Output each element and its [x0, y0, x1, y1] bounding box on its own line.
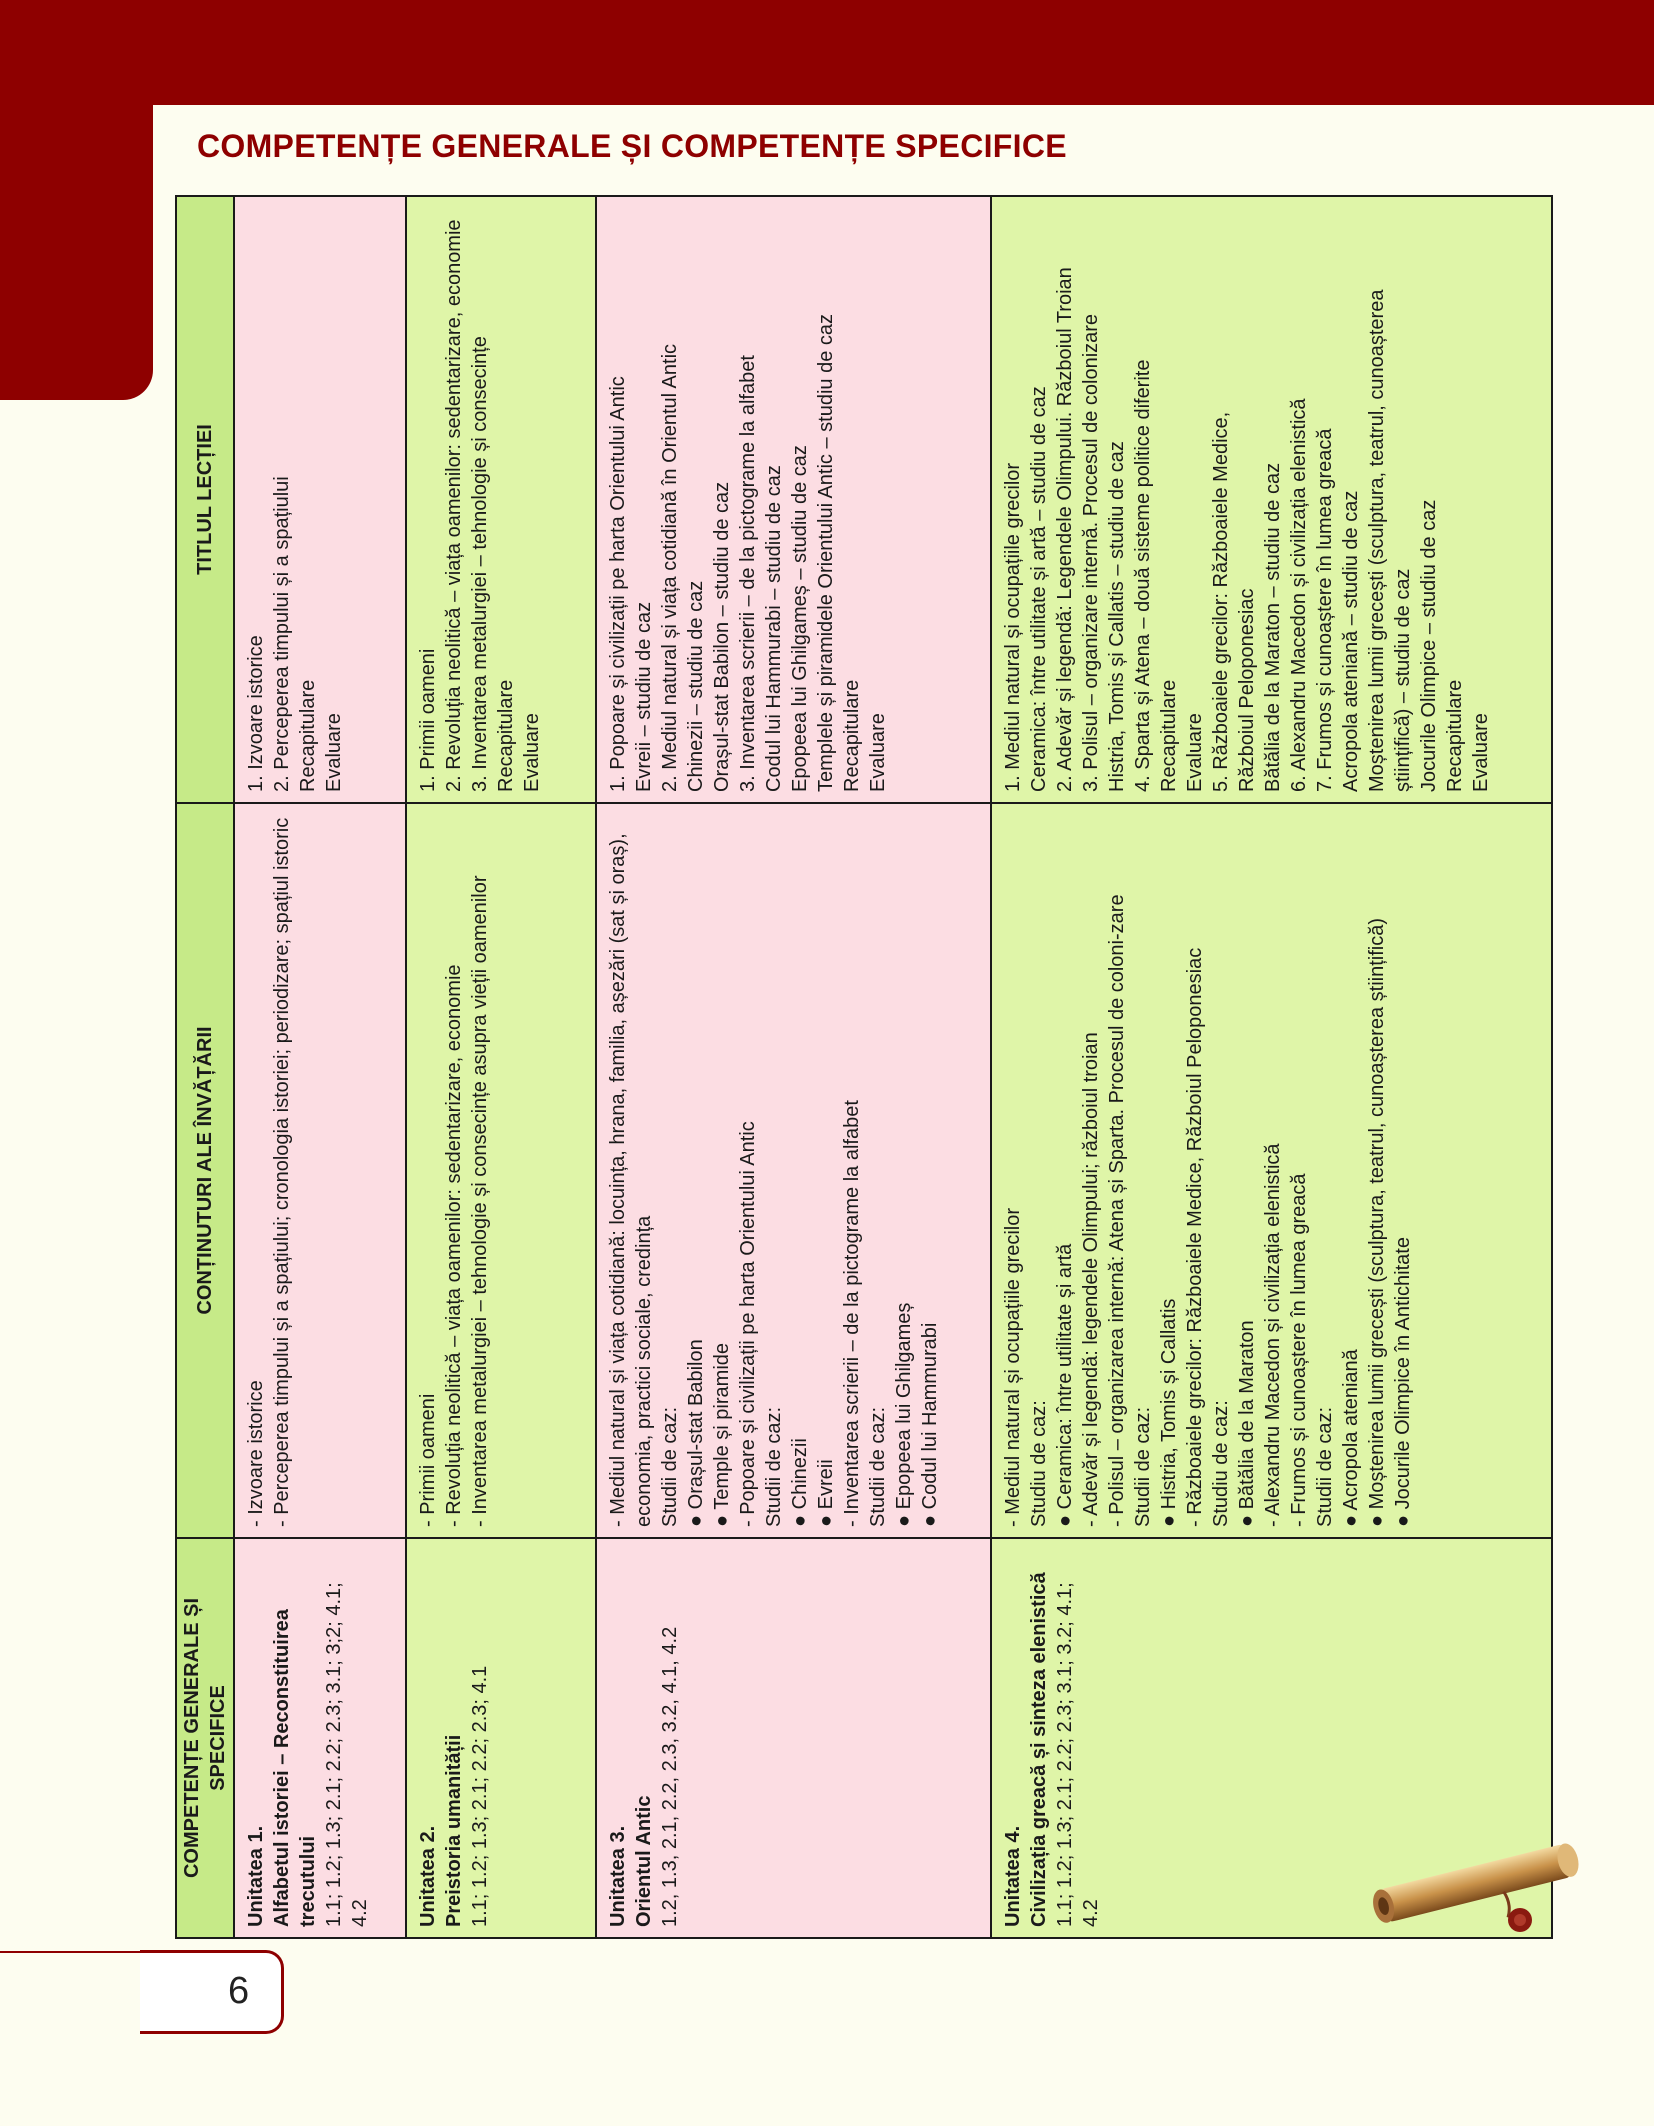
unit-label: Unitatea 4.: [1002, 1825, 1024, 1927]
lesson-line: Evaluare: [1184, 713, 1206, 792]
content-line: ● Temple și piramide: [711, 1342, 733, 1527]
content-line: - Revoluția neolitică – viața oamenilor: sedentarizare, economie: [443, 964, 465, 1527]
lesson-line: 1. Mediul natural și ocupațiile grecilor: [1002, 462, 1024, 792]
lesson-line: Histria, Tomis și Callatis – studiu de caz: [1106, 441, 1128, 792]
content-line: ● Bătălia de la Maraton: [1236, 1320, 1258, 1527]
lesson-line: Orașul-stat Babilon – studiu de caz: [711, 481, 733, 792]
content-line: - Popoare și civilizații pe harta Orientului Antic: [737, 1121, 759, 1527]
content-line: - Izvoare istorice: [245, 1380, 267, 1527]
lesson-line: Epopeea lui Ghilgameș – studiu de caz: [789, 445, 811, 792]
lesson-line: 2. Revoluția neolitică – viața oamenilor: sedentarizare, economie: [443, 219, 465, 792]
unit-name: Alfabetul istoriei – Reconstituirea trecutului: [271, 1609, 319, 1927]
lesson-line: Acropola ateniană – studiu de caz: [1340, 490, 1362, 792]
lesson-line: Bătălia de la Maraton – studiu de caz: [1262, 462, 1284, 792]
content-line: Studii de caz:: [1314, 1406, 1336, 1527]
lesson-line: Jocurile Olimpice – studiu de caz: [1418, 499, 1440, 792]
table-row: [234, 196, 406, 1938]
competence-cell: [596, 1538, 991, 1938]
lesson-line: Războiul Peloponesiac: [1236, 588, 1258, 792]
content-cell: [406, 803, 596, 1538]
table-header-row: [176, 196, 234, 1938]
unit-label: Unitatea 3.: [607, 1825, 629, 1927]
lesson-line: Evaluare: [1470, 713, 1492, 792]
lesson-line: 2. Mediul natural și viața cotidiană în Orientul Antic: [659, 343, 681, 792]
content-line: Studiu de caz:: [1028, 1400, 1050, 1527]
rotated-table: [175, 197, 1553, 1939]
header-competente: COMPETENȚE GENERALE ȘI SPECIFICE: [176, 1538, 234, 1938]
lesson-cell: [991, 196, 1552, 803]
content-line: - Perceperea timpului și a spațiului; cronologia istoriei; periodizare; spațiul istoric: [271, 817, 293, 1527]
content-line: ● Jocurile Olimpice în Antichitate: [1392, 1237, 1414, 1527]
competence-cell: [234, 1538, 406, 1938]
table-row: [596, 196, 991, 1938]
lesson-line: Evreii – studiu de caz: [633, 601, 655, 792]
lesson-line: Ceramica: între utilitate și artă – studiu de caz: [1028, 386, 1050, 792]
content-line: ● Histria, Tomis și Callatis: [1158, 1298, 1180, 1527]
unit-codes: 1.1; 1.2; 1.3; 2.1; 2.2; 2.3; 4.1: [469, 1665, 491, 1927]
lesson-line: 6. Alexandru Macedon și civilizația elenistică: [1288, 398, 1310, 792]
lesson-line: Templele și piramidele Orientului Antic – studiu de caz: [815, 313, 837, 792]
content-line: Studii de caz:: [867, 1406, 889, 1527]
lesson-line: 3. Inventarea scrierii – de la pictograme la alfabet: [737, 355, 759, 792]
lesson-line: 2. Adevăr și legendă: Legendele Olimpului. Războiul Troian: [1054, 267, 1076, 792]
lesson-line: 7. Frumos și cunoaștere în lumea greacă: [1314, 428, 1336, 792]
lesson-line: Recapitulare: [1158, 679, 1180, 792]
header-continuturi: CONȚINUTURI ALE ÎNVĂȚĂRII: [176, 803, 234, 1538]
content-cell: [234, 803, 406, 1538]
content-line: ● Ceramica: între utilitate și artă: [1054, 1243, 1076, 1527]
content-line: ● Codul lui Hammurabi: [919, 1322, 941, 1527]
page-title: COMPETENȚE GENERALE ȘI COMPETENȚE SPECIFICE: [197, 128, 1067, 164]
content-line: - Mediul natural și ocupațiile grecilor: [1002, 1207, 1024, 1527]
content-line: Studii de caz:: [763, 1406, 785, 1527]
lesson-line: 5. Războaiele grecilor: Războaiele Medice,: [1210, 411, 1232, 792]
lesson-line: Recapitulare: [297, 679, 319, 792]
content-line: ● Epopeea lui Ghilgameș: [893, 1302, 915, 1527]
lesson-line: 3. Inventarea metalurgiei – tehnologie și consecințe: [469, 336, 491, 792]
content-cell: [991, 803, 1552, 1538]
content-line: Studii de caz:: [659, 1406, 681, 1527]
lesson-line: Evaluare: [323, 713, 345, 792]
content-line: - Polisul – organizarea internă: Atena și Sparta. Procesul de coloni-zare: [1106, 894, 1128, 1527]
unit-codes: 1.1; 1.2; 1.3; 2.1; 2.2; 2.3; 3.1; 3;2; 4.1; 4.2: [323, 1582, 371, 1927]
header-titlul: TITLUL LECȚIEI: [176, 196, 234, 803]
unit-name: Civilizația greacă și sinteza elenistică: [1028, 1572, 1050, 1927]
content-line: - Inventarea metalurgiei – tehnologie și consecințe asupra vieții oamenilor: [469, 875, 491, 1527]
lesson-line: 1. Primii oameni: [417, 648, 439, 792]
lesson-line: 3. Polisul – organizare internă. Procesul de colonizare: [1080, 313, 1102, 792]
lesson-line: Codul lui Hammurabi – studiu de caz: [763, 465, 785, 792]
page-number: 6: [228, 1970, 250, 2012]
lesson-line: 1. Popoare și civilizații pe harta Orientului Antic: [607, 376, 629, 792]
content-line: - Inventarea scrierii – de la pictograme la alfabet: [841, 1100, 863, 1527]
lesson-line: 4. Sparta și Atena – două sisteme politice diferite: [1132, 359, 1154, 792]
competence-cell: [406, 1538, 596, 1938]
lesson-line: 1. Izvoare istorice: [245, 635, 267, 792]
unit-codes: 1.1; 1.2; 1.3; 2.1; 2.2; 2.3; 3.1; 3.2; 4.1; 4.2: [1054, 1582, 1102, 1927]
competence-table-wrap: [175, 197, 1553, 1939]
lesson-cell: [234, 196, 406, 803]
lesson-line: Evaluare: [521, 713, 543, 792]
unit-label: Unitatea 1.: [245, 1825, 267, 1927]
unit-codes: 1.2, 1.3, 2.1, 2.2, 2.3, 3.2, 4.1, 4.2: [659, 1626, 681, 1927]
content-line: ● Moștenirea lumii grecești (sculptura, teatrul, cunoașterea științifică): [1366, 918, 1388, 1527]
lesson-line: Recapitulare: [1444, 679, 1466, 792]
content-line: Studii de caz:: [1132, 1406, 1154, 1527]
content-line: Studiu de caz:: [1210, 1400, 1232, 1527]
lesson-line: 2. Perceperea timpului și a spațiului: [271, 476, 293, 792]
page-number-box: [140, 1950, 284, 2034]
scroll-icon: [1352, 1828, 1602, 1948]
lesson-line: Recapitulare: [841, 679, 863, 792]
content-line: - Adevăr și legendă: legendele Olimpului; războiul troian: [1080, 1032, 1102, 1527]
content-line: - Războaiele grecilor: Războaiele Medice, Războiul Peloponesiac: [1184, 947, 1206, 1527]
content-line: - Mediul natural și viața cotidiană: locuința, hrana, familia, așezări (sat și oraș), economia, practici sociale, credința: [607, 833, 655, 1527]
unit-name: Preistoria umanității: [443, 1734, 465, 1927]
table-row: [991, 196, 1552, 1938]
lesson-cell: [596, 196, 991, 803]
content-line: ● Evreii: [815, 1459, 837, 1527]
lesson-line: Chinezii – studiu de caz: [685, 580, 707, 792]
lesson-line: Moștenirea lumii grecești (sculptura, teatrul, cunoașterea științifică) – studiu de caz: [1366, 289, 1414, 792]
top-banner: [0, 0, 1654, 105]
content-line: ● Orașul-stat Babilon: [685, 1339, 707, 1527]
table-row: [406, 196, 596, 1938]
unit-name: Orientul Antic: [633, 1795, 655, 1927]
unit-label: Unitatea 2.: [417, 1825, 439, 1927]
lesson-cell: [406, 196, 596, 803]
lesson-line: Recapitulare: [495, 679, 517, 792]
content-cell: [596, 803, 991, 1538]
content-line: - Frumos și cunoaștere în lumea greacă: [1288, 1173, 1310, 1527]
content-line: ● Chinezii: [789, 1438, 811, 1527]
content-line: ● Acropola ateniană: [1340, 1349, 1362, 1527]
side-tab: [0, 0, 153, 400]
content-line: - Primii oameni: [417, 1393, 439, 1527]
competence-table: [175, 195, 1553, 1939]
lesson-line: Evaluare: [867, 713, 889, 792]
content-line: - Alexandru Macedon și civilizația elenistică: [1262, 1143, 1284, 1527]
